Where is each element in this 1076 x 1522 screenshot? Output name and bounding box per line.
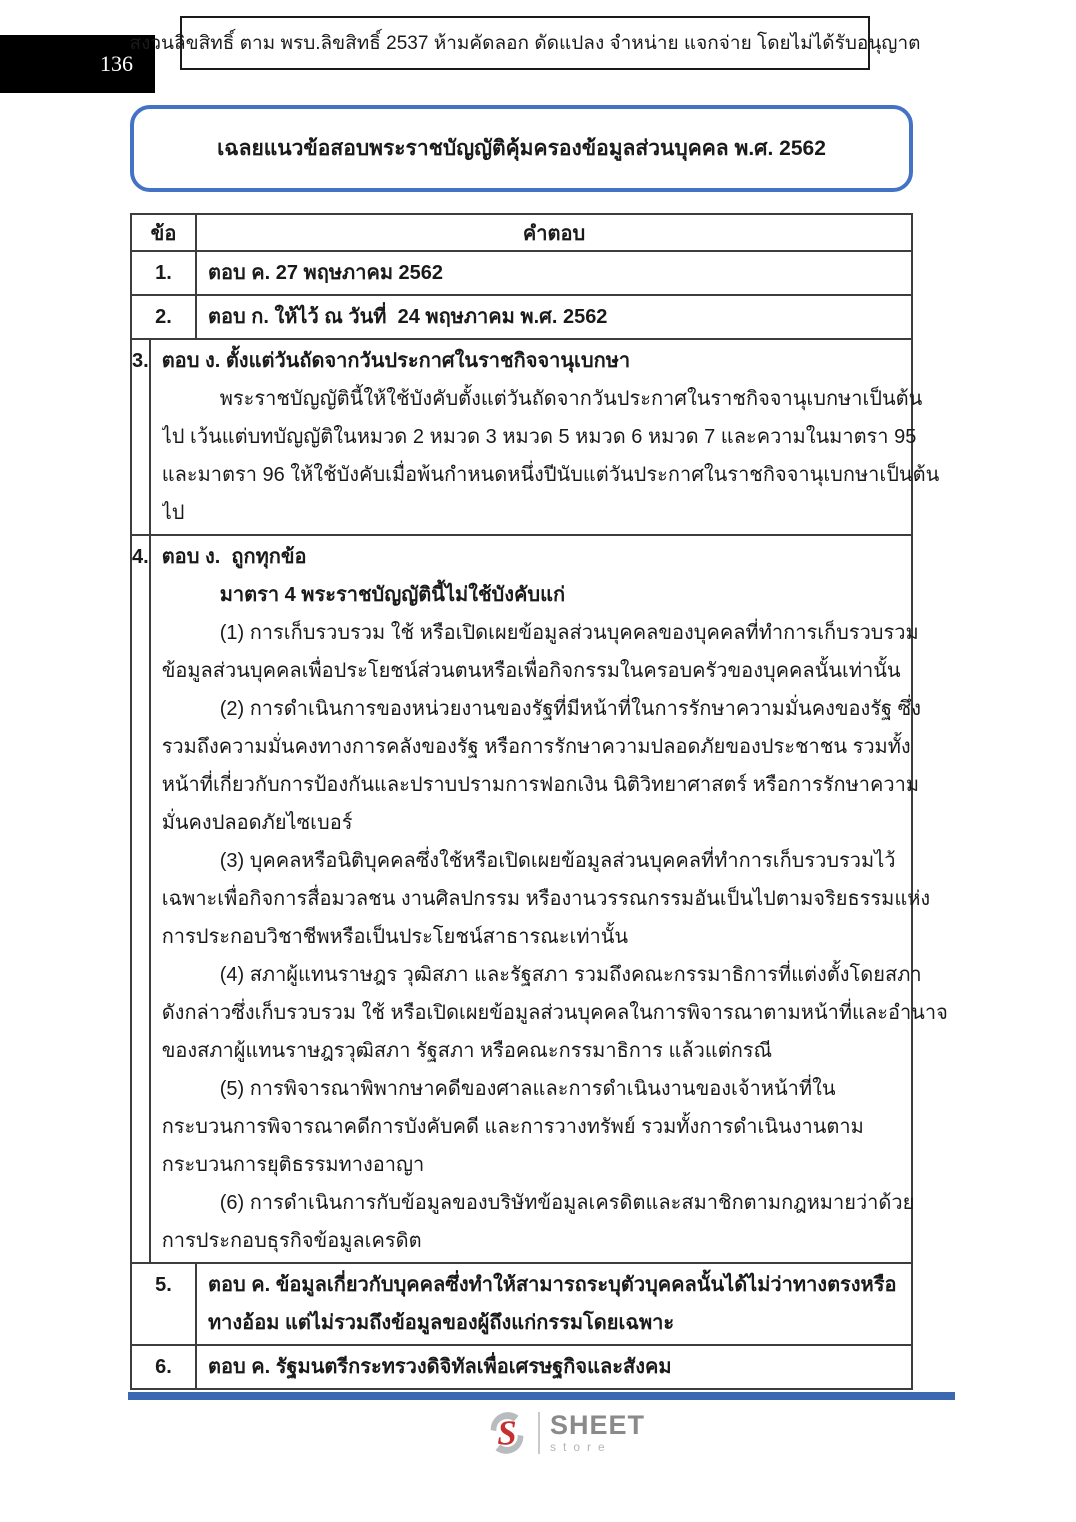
question-number: 2. [132,296,197,338]
explanation-line: (3) บุคคลหรือนิติบุคคลซึ่งใช้หรือเปิดเผยข้อมูลส่วนบุคคลที่ทำการเก็บรวบรวมไว้ [219,850,896,872]
explanation-line: ของสภาผู้แทนราษฎรวุฒิสภา รัฐสภา หรือคณะกรรมาธิการ แล้วแต่กรณี [161,1040,773,1062]
answer-line: ตอบ ก. ให้ไว้ ณ วันที่ 24 พฤษภาคม พ.ศ. 2562 [208,306,608,328]
question-number: 5. [132,1264,197,1344]
answer-cell [197,252,911,294]
explanation-line: พระราชบัญญัตินี้ให้ใช้บังคับตั้งแต่วันถัดจากวันประกาศในราชกิจจานุเบกษาเป็นต้น [219,388,923,410]
explanation-line: (1) การเก็บรวบรวม ใช้ หรือเปิดเผยข้อมูลส่วนบุคคลของบุคคลที่ทำการเก็บรวบรวม [219,622,919,644]
answer-line: มาตรา 4 พระราชบัญญัตินี้ไม่ใช้บังคับแก่ [219,584,566,606]
logo-name: SHEET [550,1410,646,1440]
answer-cell [151,536,954,1262]
answer-line: ตอบ ง. ตั้งแต่วันถัดจากวันประกาศในราชกิจจานุเบกษา [161,350,631,372]
question-number: 6. [132,1346,197,1388]
explanation-line: ดังกล่าวซึ่งเก็บรวบรวม ใช้ หรือเปิดเผยข้อมูลส่วนบุคคลในการพิจารณาตามหน้าที่และอำนาจ [161,1002,948,1024]
table-row [132,536,948,1264]
sheet-store-logo [484,1410,645,1456]
copyright-text: สงวนลิขสิทธิ์ ตาม พรบ.ลิขสิทธิ์ 2537 ห้ามคัดลอก ดัดแปลง จำหน่าย แจกจ่าย โดยไม่ได้รับอนุญาต [129,33,921,54]
question-number: 3. [132,340,151,534]
table-body [132,252,948,1388]
explanation-line: (4) สภาผู้แทนราษฎร วุฒิสภา และรัฐสภา รวมถึงคณะกรรมาธิการที่แต่งตั้งโดยสภา [219,964,922,986]
answer-cell [197,1264,911,1344]
logo-divider [538,1412,540,1454]
explanation-line: การประกอบวิชาชีพหรือเป็นประโยชน์สาธารณะเท่านั้น [161,926,629,948]
answer-line: ทางอ้อม แต่ไม่รวมถึงข้อมูลของผู้ถึงแก่กรรมโดยเฉพาะ [208,1312,675,1334]
table-header-row [132,215,911,252]
explanation-line: ข้อมูลส่วนบุคคลเพื่อประโยชน์ส่วนตนหรือเพื่อกิจกรรมในครอบครัวของบุคคลนั้นเท่านั้น [161,660,901,682]
table-row [132,340,940,536]
table-row [132,1264,911,1346]
answer-cell [151,340,946,534]
footer-divider [128,1392,955,1400]
explanation-line: (2) การดำเนินการของหน่วยงานของรัฐที่มีหน้าที่ในการรักษาความมั่นคงของรัฐ ซึ่ง [219,698,921,720]
answer-line: ตอบ ค. รัฐมนตรีกระทรวงดิจิทัลเพื่อเศรษฐกิจและสังคม [208,1356,672,1378]
title-box [130,105,913,192]
explanation-line: รวมถึงความมั่นคงทางการคลังของรัฐ หรือการรักษาความปลอดภัยของประชาชน รวมทั้ง [161,736,911,758]
question-number: 4. [132,536,151,1262]
answer-line: ตอบ ค. 27 พฤษภาคม 2562 [208,262,444,284]
col-header-answer: คำตอบ [522,222,586,245]
logo-subtitle: store [550,1440,612,1454]
question-number: 1. [132,252,197,294]
page-title: เฉลยแนวข้อสอบพระราชบัญญัติคุ้มครองข้อมูลส่วนบุคคล พ.ศ. 2562 [217,137,826,160]
table-row [132,1346,911,1388]
table-row [132,252,911,296]
logo-text [550,1412,645,1454]
explanation-line: (5) การพิจารณาพิพากษาคดีของศาลและการดำเนินงานของเจ้าหน้าที่ใน [219,1078,836,1100]
explanation-line: กระบวนการยุติธรรมทางอาญา [161,1154,425,1176]
answer-cell [197,1346,911,1388]
explanation-line: ไป [161,502,185,524]
explanation-line: มั่นคงปลอดภัยไซเบอร์ [161,812,353,834]
answer-cell [197,296,911,338]
copyright-notice-box [129,16,921,70]
answer-table [130,213,948,1390]
page-number: 136 [100,51,133,76]
svg-text:S: S [497,1414,517,1453]
answer-line: ตอบ ค. ข้อมูลเกี่ยวกับบุคคลซึ่งทำให้สามารถระบุตัวบุคคลนั้นได้ไม่ว่าทางตรงหรือ [208,1274,897,1296]
explanation-line: หน้าที่เกี่ยวกับการป้องกันและปราบปรามการฟอกเงิน นิติวิทยาศาสตร์ หรือการรักษาความ [161,774,920,796]
explanation-line: ไป เว้นแต่บทบัญญัติในหมวด 2 หมวด 3 หมวด 5 หมวด 6 หมวด 7 และความในมาตรา 95 [161,426,917,448]
explanation-line: การประกอบธุรกิจข้อมูลเครดิต [161,1230,422,1252]
explanation-line: เฉพาะเพื่อกิจการสื่อมวลชน งานศิลปกรรม หรืองานวรรณกรรมอันเป็นไปตามจริยธรรมแห่ง [161,888,931,910]
explanation-line: กระบวนการพิจารณาคดีการบังคับคดี และการวางทรัพย์ รวมทั้งการดำเนินงานตาม [161,1116,864,1138]
col-header-no: ข้อ [132,215,197,250]
answer-line: ตอบ ง. ถูกทุกข้อ [161,546,307,568]
explanation-line: และมาตรา 96 ให้ใช้บังคับเมื่อพ้นกำหนดหนึ่งปีนับแต่วันประกาศในราชกิจจานุเบกษาเป็นต้น [161,464,940,486]
explanation-line: (6) การดำเนินการกับข้อมูลของบริษัทข้อมูลเครดิตและสมาชิกตามกฎหมายว่าด้วย [219,1192,915,1214]
sheet-store-s-icon [484,1410,530,1456]
table-row [132,296,911,340]
